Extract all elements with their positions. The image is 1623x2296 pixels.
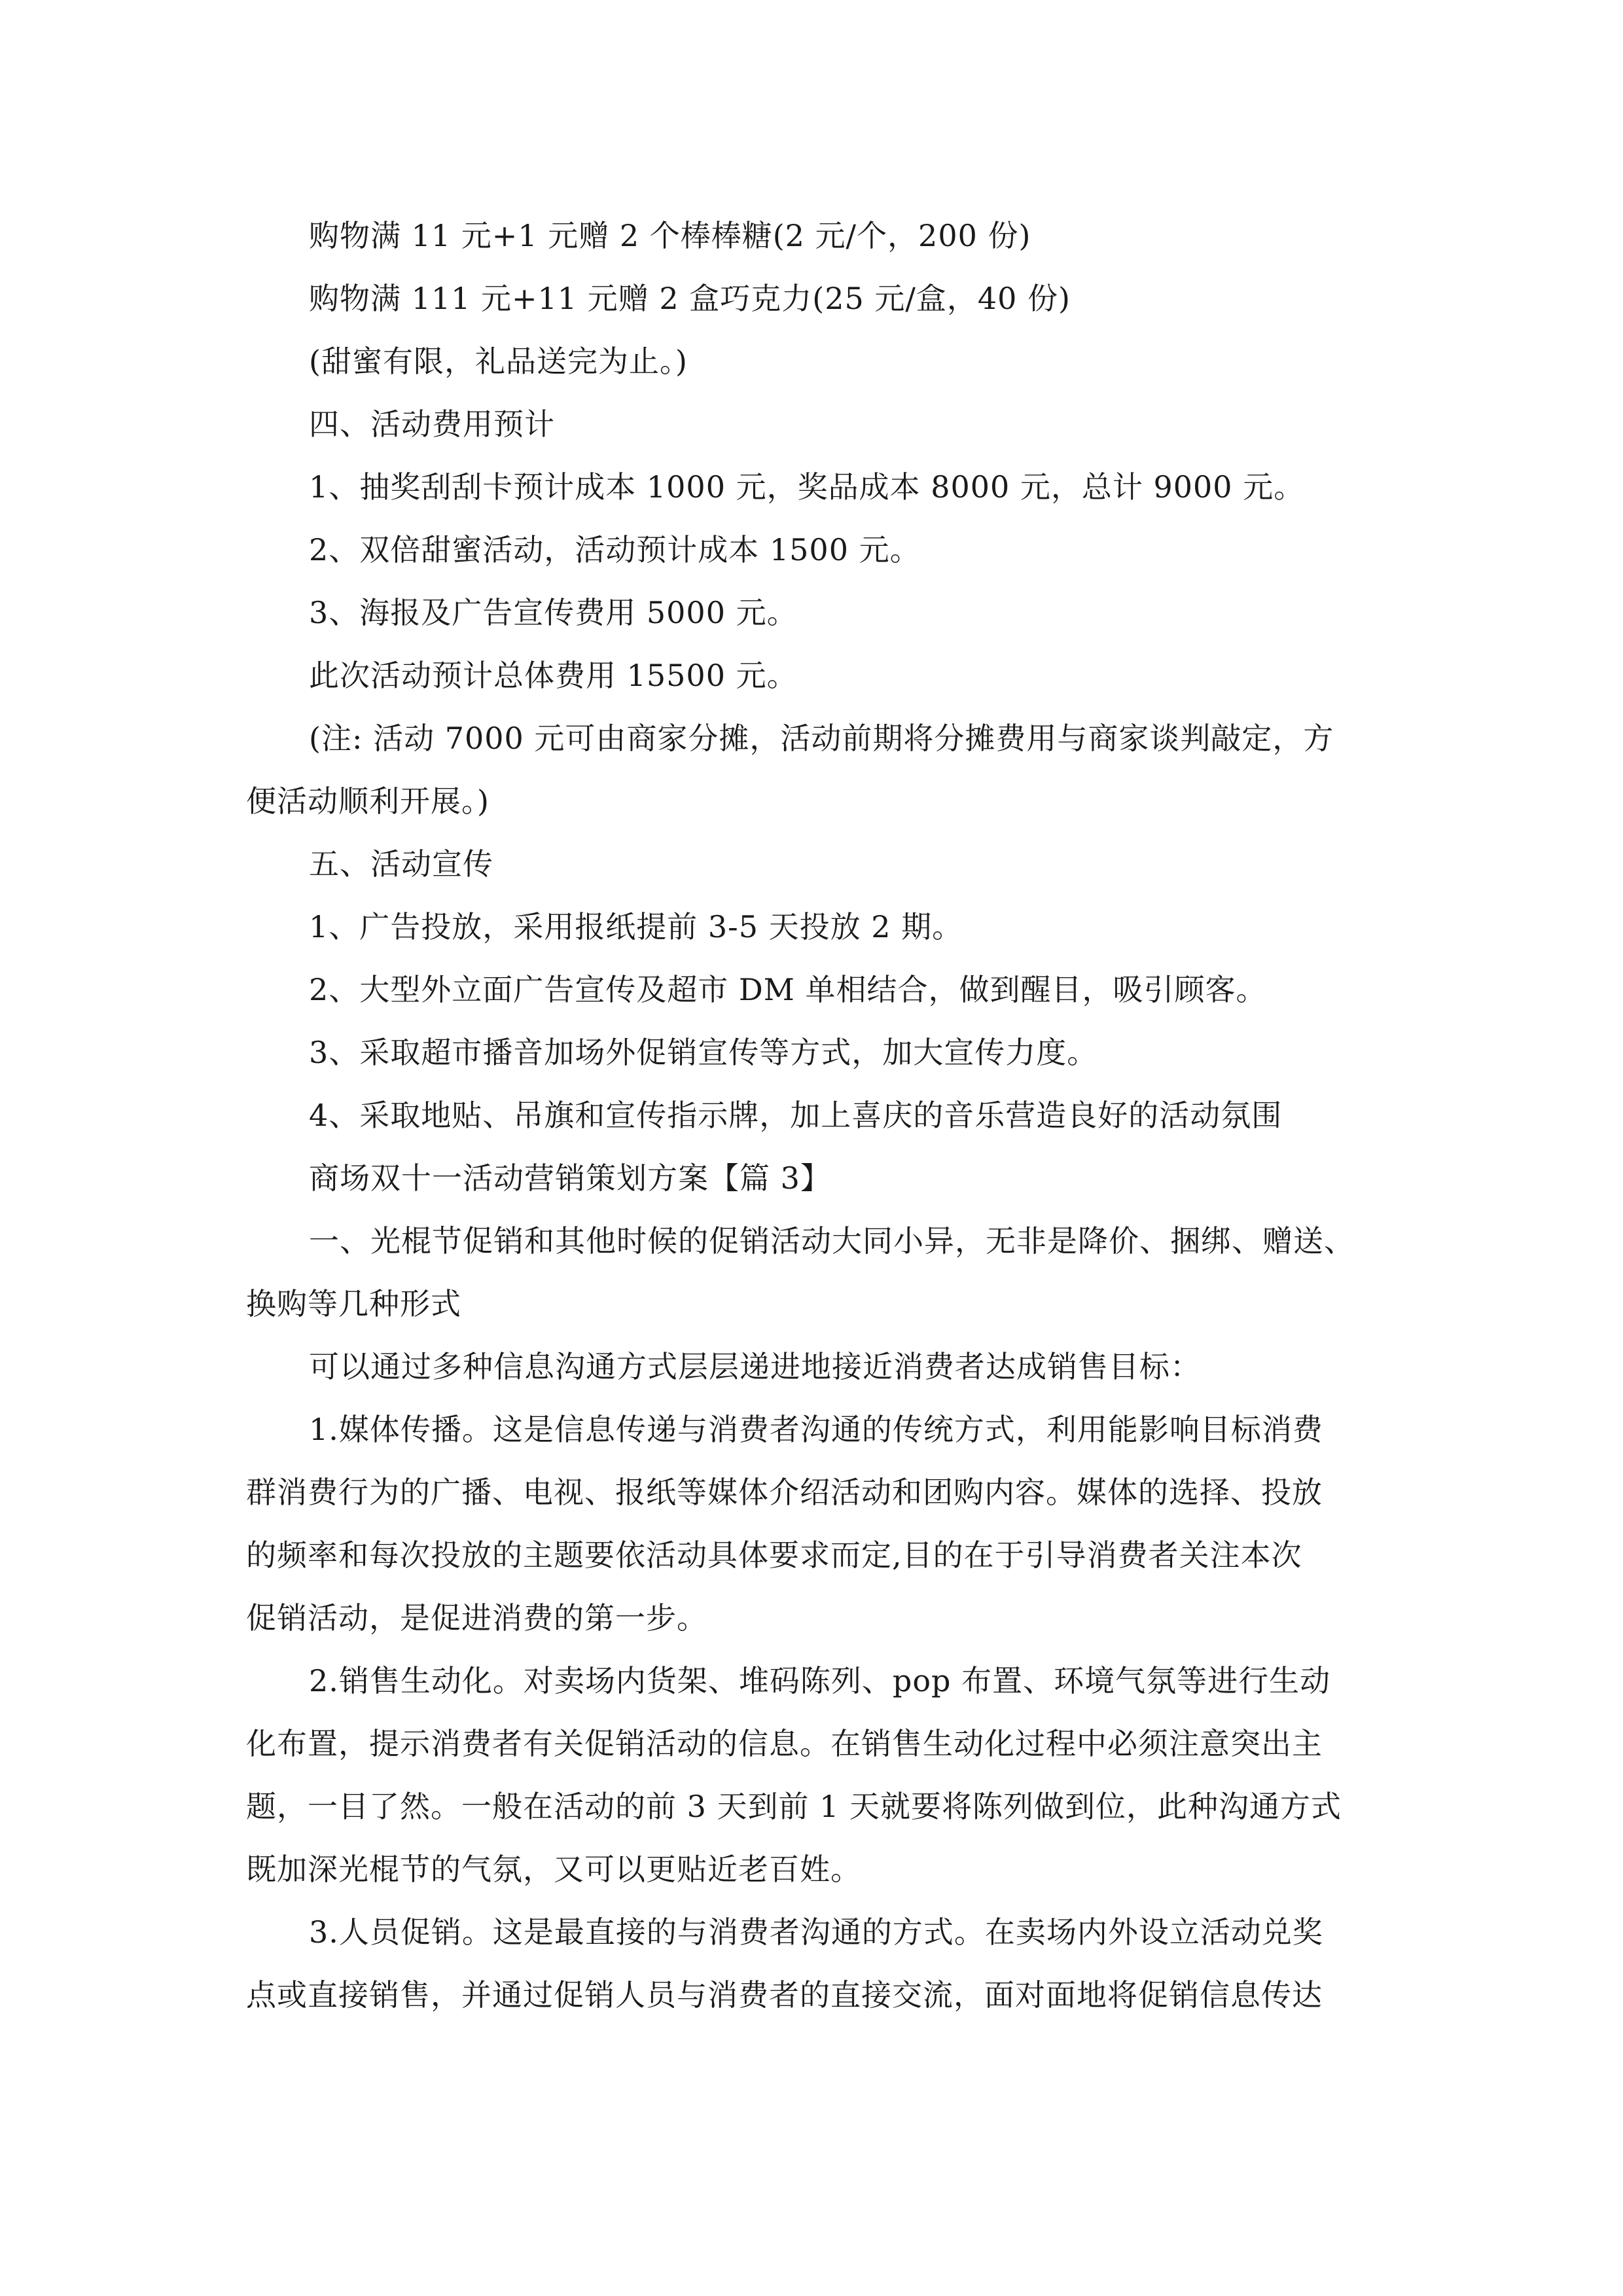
body-line: 既加深光棍节的气氛，又可以更贴近老百姓。: [246, 1852, 861, 1887]
body-line: 可以通过多种信息沟通方式层层递进地接近消费者达成销售目标：: [309, 1349, 1201, 1384]
body-line: 群消费行为的广播、电视、报纸等媒体介绍活动和团购内容。媒体的选择、投放: [246, 1475, 1323, 1510]
body-line: 2、大型外立面广告宣传及超市 DM 单相结合，做到醒目，吸引顾客。: [309, 972, 1267, 1007]
body-line: 购物满 11 元+1 元赠 2 个棒棒糖(2 元/个，200 份): [309, 218, 1031, 253]
body-line: 3、采取超市播音加场外促销宣传等方式，加大宣传力度。: [309, 1035, 1098, 1070]
body-line: 2.销售生动化。对卖场内货架、堆码陈列、pop 布置、环境气氛等进行生动: [309, 1663, 1331, 1698]
body-line: 3、海报及广告宣传费用 5000 元。: [309, 595, 798, 630]
body-line: 题，一目了然。一般在活动的前 3 天到前 1 天就要将陈列做到位，此种沟通方式: [246, 1789, 1342, 1824]
section-heading: 五、活动宣传: [309, 846, 493, 882]
body-line: (注: 活动 7000 元可由商家分摊，活动前期将分摊费用与商家谈判敲定，方: [309, 721, 1334, 756]
body-line: 的频率和每次投放的主题要依活动具体要求而定,目的在于引导消费者关注本次: [246, 1537, 1302, 1573]
body-line: 2、双倍甜蜜活动，活动预计成本 1500 元。: [309, 532, 921, 567]
body-line: 化布置，提示消费者有关促销活动的信息。在销售生动化过程中必须注意突出主: [246, 1726, 1323, 1761]
article-title: 商场双十一活动营销策划方案【篇 3】: [309, 1160, 831, 1196]
body-line: 1、广告投放，采用报纸提前 3-5 天投放 2 期。: [309, 909, 963, 944]
body-line: 3.人员促销。这是最直接的与消费者沟通的方式。在卖场内外设立活动兑奖: [309, 1914, 1323, 1950]
body-line: 促销活动，是促进消费的第一步。: [246, 1600, 707, 1636]
body-line: (甜蜜有限，礼品送完为止。): [309, 344, 688, 379]
body-line: 购物满 111 元+11 元赠 2 盒巧克力(25 元/盒，40 份): [309, 281, 1071, 316]
body-line: 换购等几种形式: [246, 1286, 461, 1321]
body-line: 便活动顺利开展。): [246, 783, 490, 819]
section-heading: 四、活动费用预计: [309, 406, 555, 442]
body-line: 此次活动预计总体费用 15500 元。: [309, 658, 798, 693]
body-line: 点或直接销售，并通过促销人员与消费者的直接交流，面对面地将促销信息传达: [246, 1977, 1323, 2013]
body-line: 一、光棍节促销和其他时候的促销活动大同小异，无非是降价、捆绑、赠送、: [309, 1223, 1355, 1259]
body-line: 1、抽奖刮刮卡预计成本 1000 元，奖品成本 8000 元，总计 9000 元。: [309, 469, 1305, 505]
body-line: 4、采取地贴、吊旗和宣传指示牌，加上喜庆的音乐营造良好的活动氛围: [309, 1098, 1283, 1133]
document-body: [246, 204, 1377, 2026]
body-line: 1.媒体传播。这是信息传递与消费者沟通的传统方式，利用能影响目标消费: [309, 1412, 1323, 1447]
